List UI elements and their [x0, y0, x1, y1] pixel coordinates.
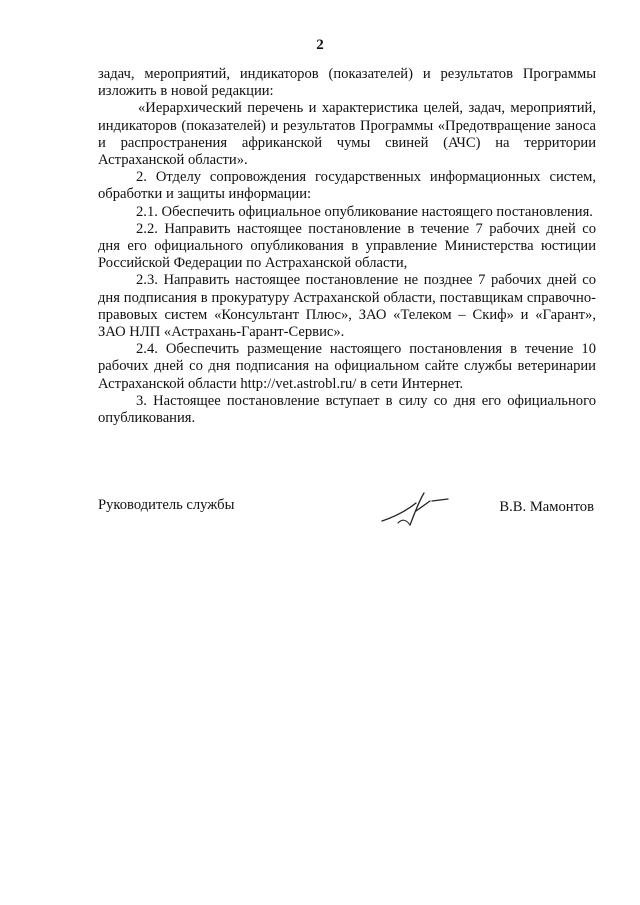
page-number: 2: [316, 37, 324, 53]
paragraph-item-2-3: 2.3. Направить настоящее постановление не позднее 7 рабочих дней со дня подписания в прокуратуру Астраханской области, поставщикам справочно-правовых систем «Консультант Плюс», ЗАО «Телеком – Скиф» и «Гарант», ЗАО НЛП «Астрахань-Гарант-Сервис».: [98, 272, 596, 341]
paragraph-intro: задач, мероприятий, индикаторов (показателей) и результатов Программы изложить в новой редакции:: [98, 66, 596, 100]
paragraph-item-3: 3. Настоящее постановление вступает в силу со дня его официального опубликования.: [98, 392, 596, 427]
handwritten-signature: [380, 489, 450, 531]
paragraph-item-2-2: 2.2. Направить настоящее постановление в течение 7 рабочих дней со дня его официального опубликования в управление Министерства юстиции Российской Федерации по Астраханской области,: [98, 220, 596, 272]
paragraph-quoted-title: «Иерархический перечень и характеристика целей, задач, мероприятий, индикаторов (показателей) и результатов Программы «Предотвращение заноса и распространения африканской чумы свиней (АЧС) на территории Астраханской области».: [98, 100, 596, 169]
signatory-title: Руководитель службы: [98, 497, 235, 513]
paragraph-item-2-4: 2.4. Обеспечить размещение настоящего постановления в течение 10 рабочих дней со дня подписания на официальном сайте службы ветеринарии Астраханской области http://vet.astrobl.ru/ в сети Интернет.: [98, 341, 596, 392]
document-body: [98, 66, 596, 427]
paragraph-item-2-1: 2.1. Обеспечить официальное опубликование настоящего постановления.: [136, 203, 593, 220]
signature-block: [98, 495, 596, 535]
paragraph-item-2: 2. Отделу сопровождения государственных информационных систем, обработки и защиты информации:: [98, 169, 596, 203]
signatory-name: В.В. Мамонтов: [499, 499, 594, 515]
